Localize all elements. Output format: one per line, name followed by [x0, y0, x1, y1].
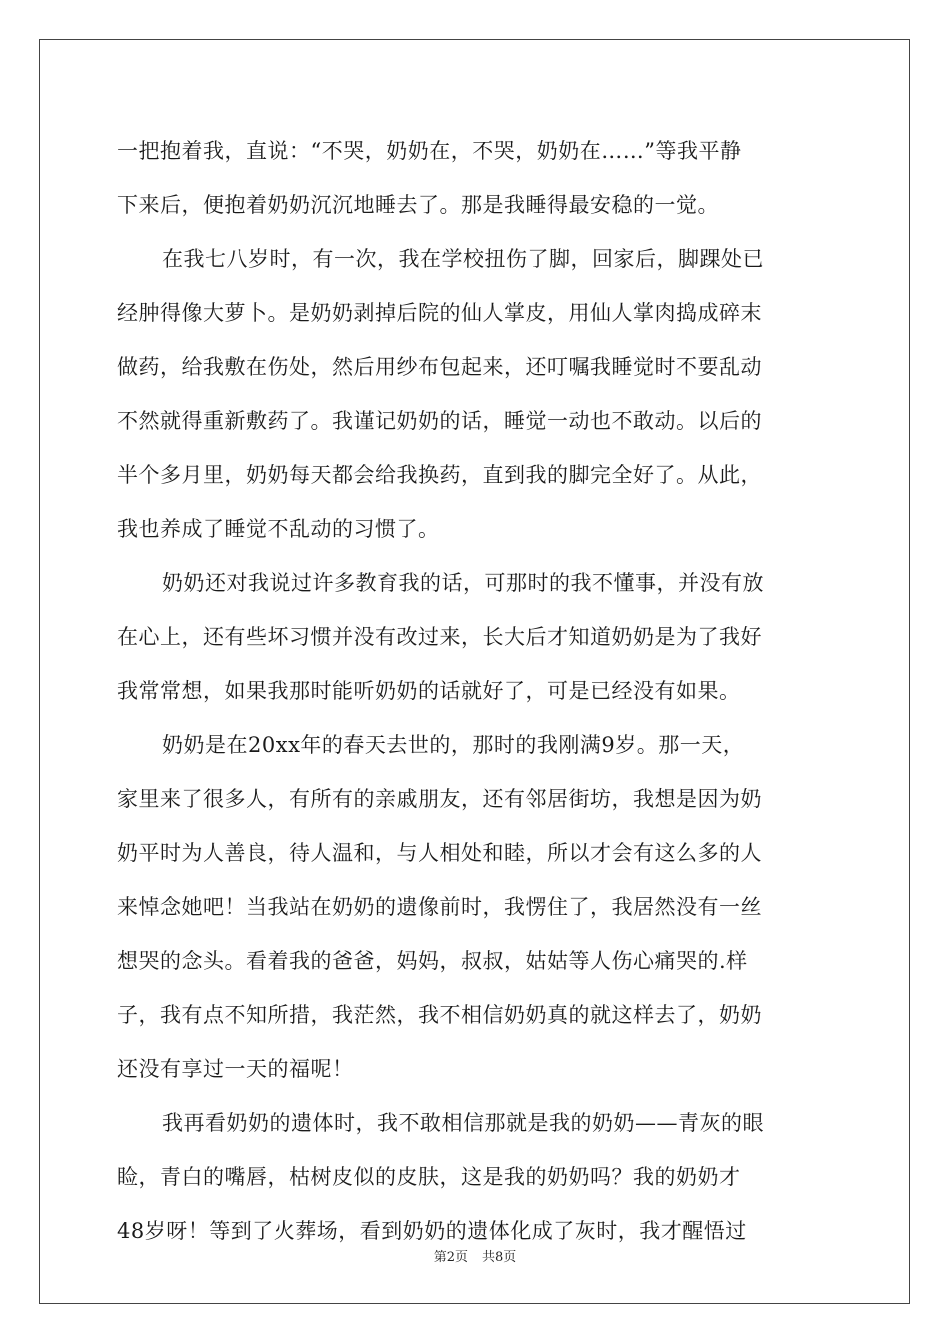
text-line: 在我七八岁时，有一次，我在学校扭伤了脚，回家后，脚踝处已: [162, 247, 764, 271]
page-number: 第2页: [433, 1250, 468, 1265]
text-line: 下来后，便抱着奶奶沉沉地睡去了。那是我睡得最安稳的一觉。: [117, 193, 719, 217]
text-line: 一把抱着我，直说：“不哭，奶奶在，不哭，奶奶在……”等我平静: [117, 139, 742, 163]
text-line: 做药，给我敷在伤处，然后用纱布包起来，还叮嘱我睡觉时不要乱动: [117, 355, 762, 379]
text-line: 奶奶是在20xx年的春天去世的，那时的我刚满9岁。那一天，: [162, 733, 745, 757]
text-line: 48岁呀！等到了火葬场，看到奶奶的遗体化成了灰时，我才醒悟过: [117, 1219, 747, 1243]
text-line: 经肿得像大萝卜。是奶奶剥掉后院的仙人掌皮，用仙人掌肉捣成碎末: [117, 301, 762, 325]
text-line: 来悼念她吧！当我站在奶奶的遗像前时，我愣住了，我居然没有一丝: [117, 895, 762, 919]
text-line: 不然就得重新敷药了。我谨记奶奶的话，睡觉一动也不敢动。以后的: [117, 409, 762, 433]
text-line: 睑，青白的嘴唇，枯树皮似的皮肤，这是我的奶奶吗？我的奶奶才: [117, 1165, 741, 1189]
page-footer: [0, 1246, 950, 1265]
text-line: 奶奶还对我说过许多教育我的话，可那时的我不懂事，并没有放: [162, 571, 764, 595]
text-line: 想哭的念头。看着我的爸爸，妈妈，叔叔，姑姑等人伤心痛哭的.样: [117, 949, 748, 973]
document-body: [117, 124, 833, 1258]
text-line: 我也养成了睡觉不乱动的习惯了。: [117, 517, 440, 541]
text-line: 在心上，还有些坏习惯并没有改过来，长大后才知道奶奶是为了我好: [117, 625, 762, 649]
text-line: 奶平时为人善良，待人温和，与人相处和睦，所以才会有这么多的人: [117, 841, 762, 865]
text-line: 子，我有点不知所措，我茫然，我不相信奶奶真的就这样去了，奶奶: [117, 1003, 762, 1027]
text-line: 半个多月里，奶奶每天都会给我换药，直到我的脚完全好了。从此，: [117, 463, 762, 487]
text-line: 我再看奶奶的遗体时，我不敢相信那就是我的奶奶——青灰的眼: [162, 1111, 764, 1135]
text-line: 家里来了很多人，有所有的亲戚朋友，还有邻居街坊，我想是因为奶: [117, 787, 762, 811]
text-line: 还没有享过一天的福呢！: [117, 1057, 354, 1081]
page-total: 共8页: [482, 1250, 517, 1265]
text-line: 我常常想，如果我那时能听奶奶的话就好了，可是已经没有如果。: [117, 679, 741, 703]
